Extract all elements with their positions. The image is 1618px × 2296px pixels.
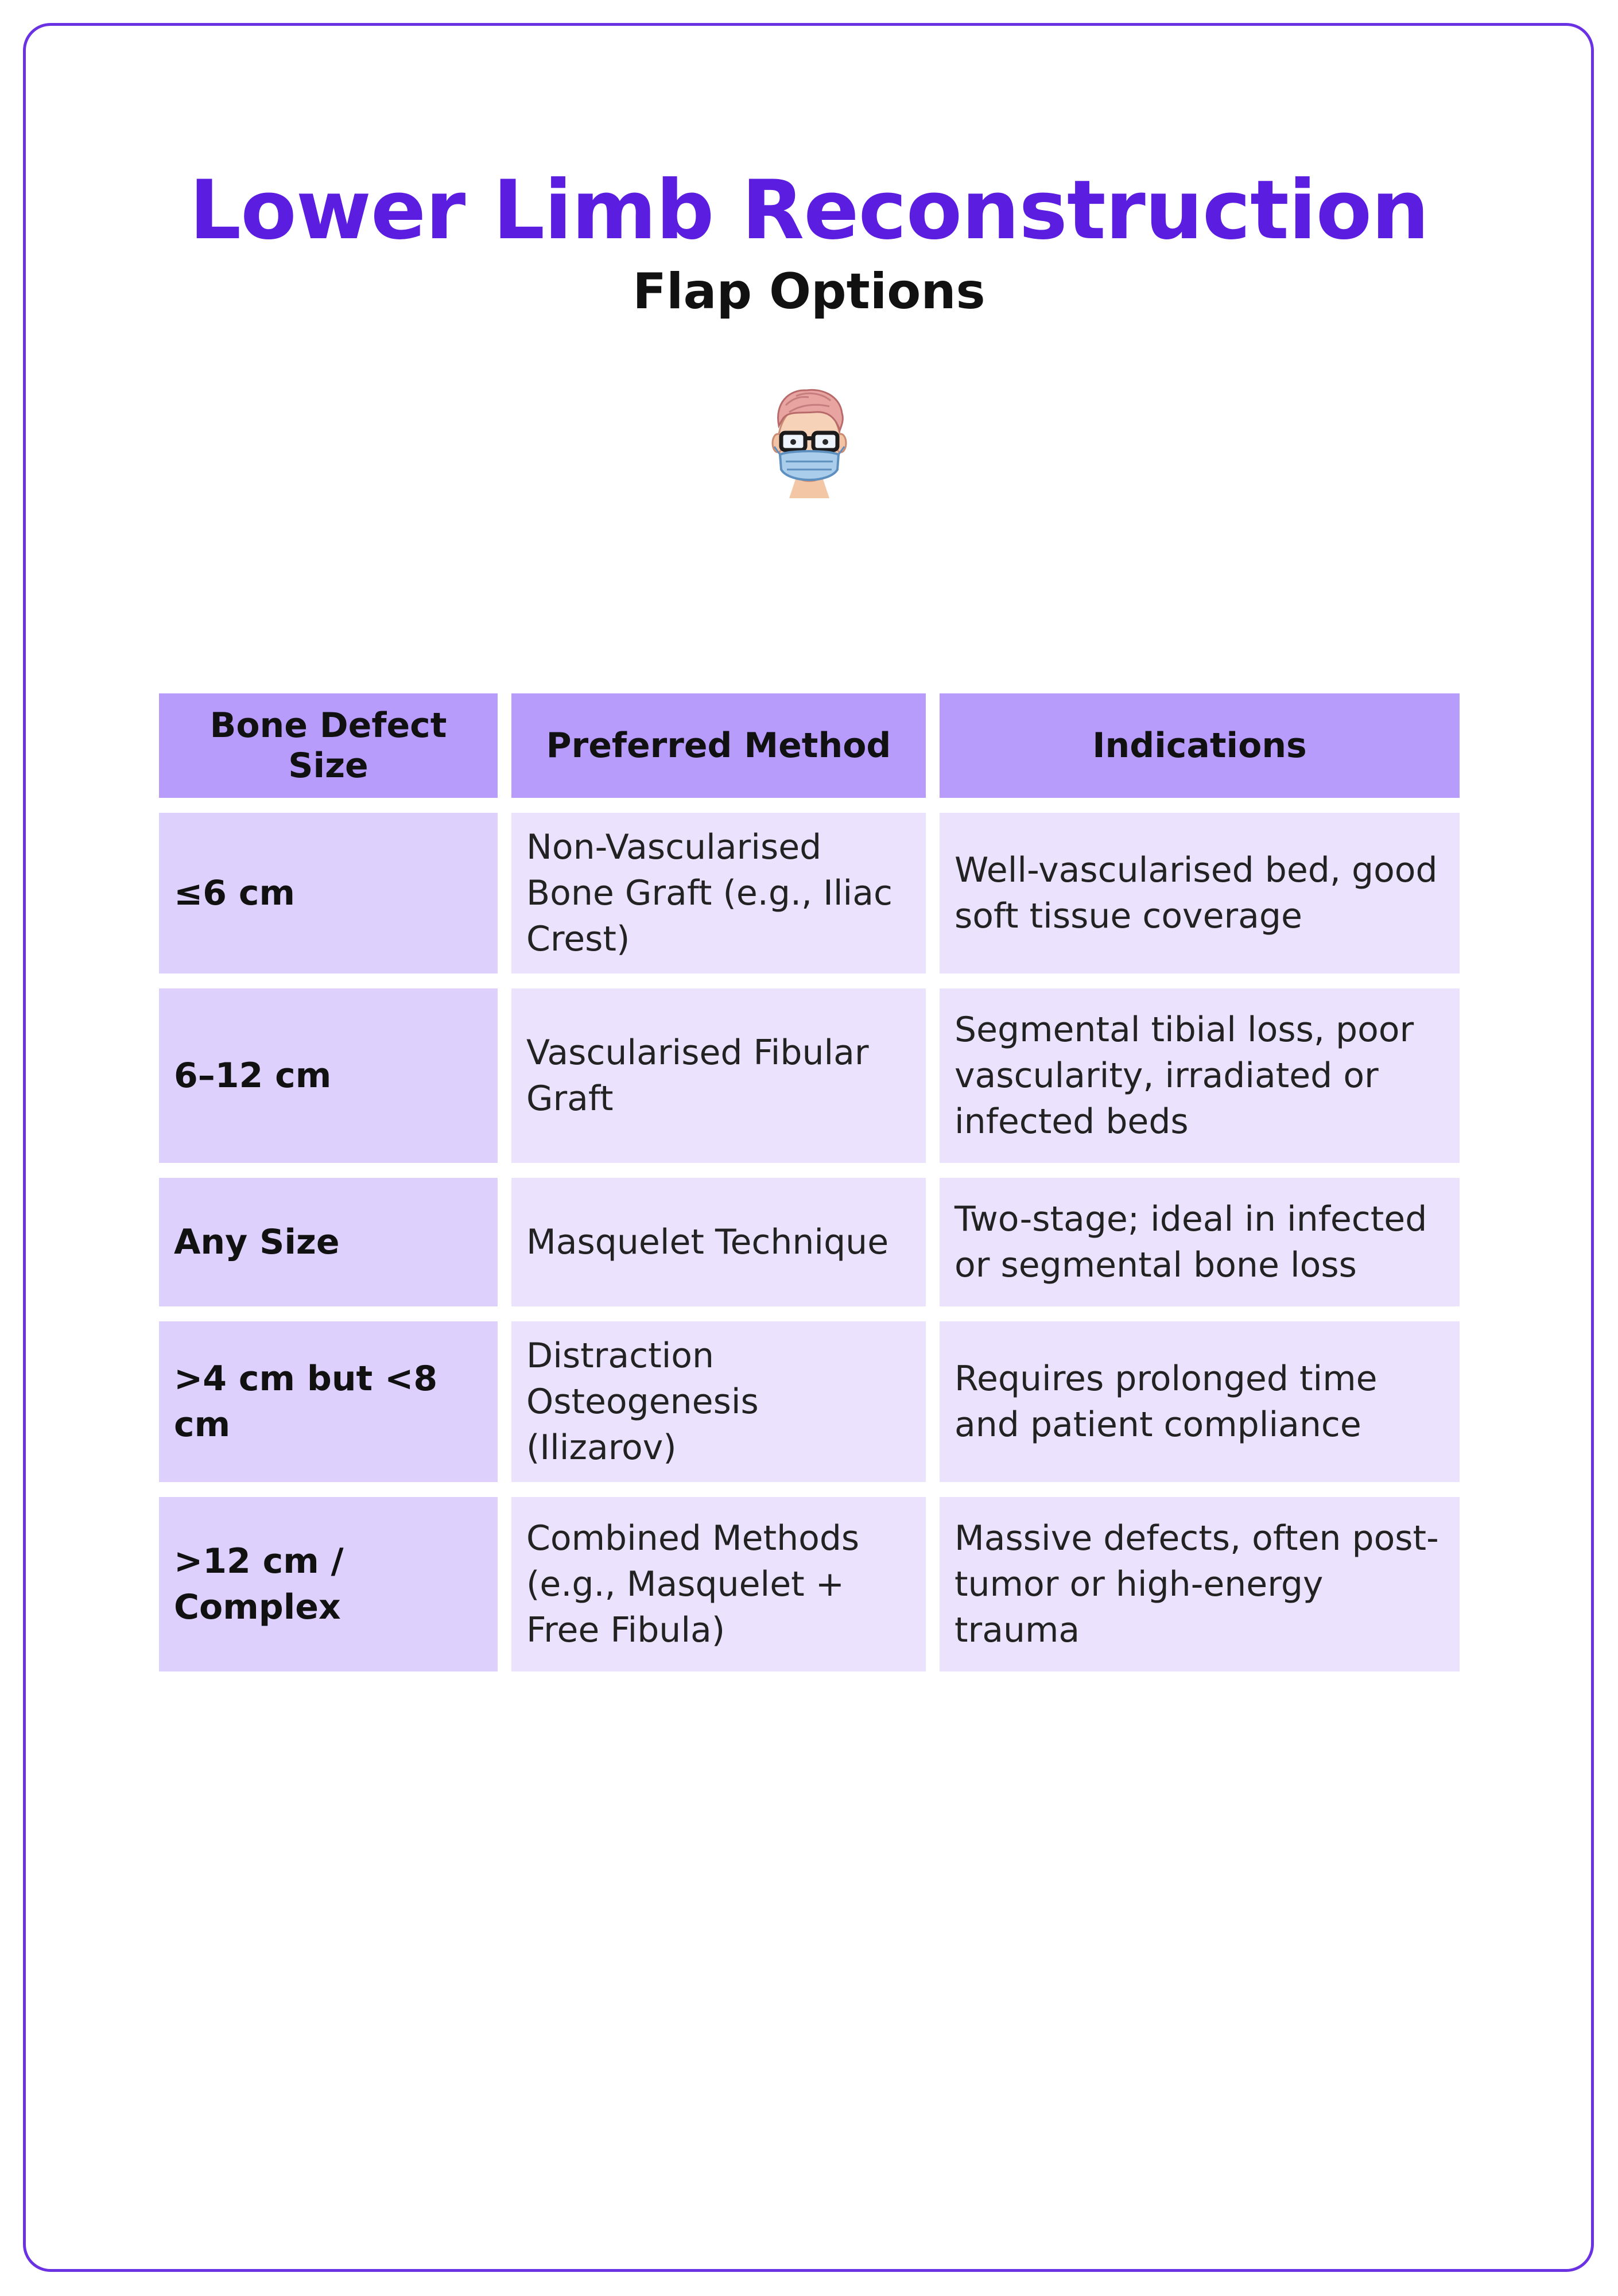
- preferred-method-cell: Vascularised Fibular Graft: [511, 988, 926, 1163]
- page-title: Lower Limb Reconstruction: [189, 163, 1429, 258]
- table-row: [159, 988, 1460, 1163]
- bone-defect-table: [145, 678, 1473, 1686]
- indications-cell: Segmental tibial loss, poor vascularity, irradiated or infected beds: [940, 988, 1460, 1163]
- table-header-row: [159, 693, 1460, 798]
- indications-cell: Massive defects, often post-tumor or high-energy trauma: [940, 1497, 1460, 1671]
- preferred-method-cell: Distraction Osteogenesis (Ilizarov): [511, 1321, 926, 1482]
- column-header-preferred-method: Preferred Method: [511, 693, 926, 798]
- bone-defect-size-cell: 6–12 cm: [159, 988, 498, 1163]
- table-row: [159, 1321, 1460, 1482]
- indications-cell: Well-vascularised bed, good soft tissue coverage: [940, 813, 1460, 974]
- table-row: [159, 1178, 1460, 1306]
- indications-cell: Two-stage; ideal in infected or segmental bone loss: [940, 1178, 1460, 1306]
- preferred-method-cell: Non-Vascularised Bone Graft (e.g., Iliac Crest): [511, 813, 926, 974]
- table-row: [159, 813, 1460, 974]
- bone-defect-size-cell: >4 cm but <8 cm: [159, 1321, 498, 1482]
- table-row: [159, 1497, 1460, 1671]
- indications-cell: Requires prolonged time and patient compliance: [940, 1321, 1460, 1482]
- bone-defect-size-cell: Any Size: [159, 1178, 498, 1306]
- preferred-method-cell: Masquelet Technique: [511, 1178, 926, 1306]
- bone-defect-size-cell: ≤6 cm: [159, 813, 498, 974]
- masked-doctor-avatar-icon: [766, 386, 852, 498]
- bone-defect-size-cell: >12 cm / Complex: [159, 1497, 498, 1671]
- page-subtitle: Flap Options: [633, 263, 985, 320]
- preferred-method-cell: Combined Methods (e.g., Masquelet + Free Fibula): [511, 1497, 926, 1671]
- column-header-indications: Indications: [940, 693, 1460, 798]
- column-header-bone-defect-size: Bone Defect Size: [159, 693, 498, 798]
